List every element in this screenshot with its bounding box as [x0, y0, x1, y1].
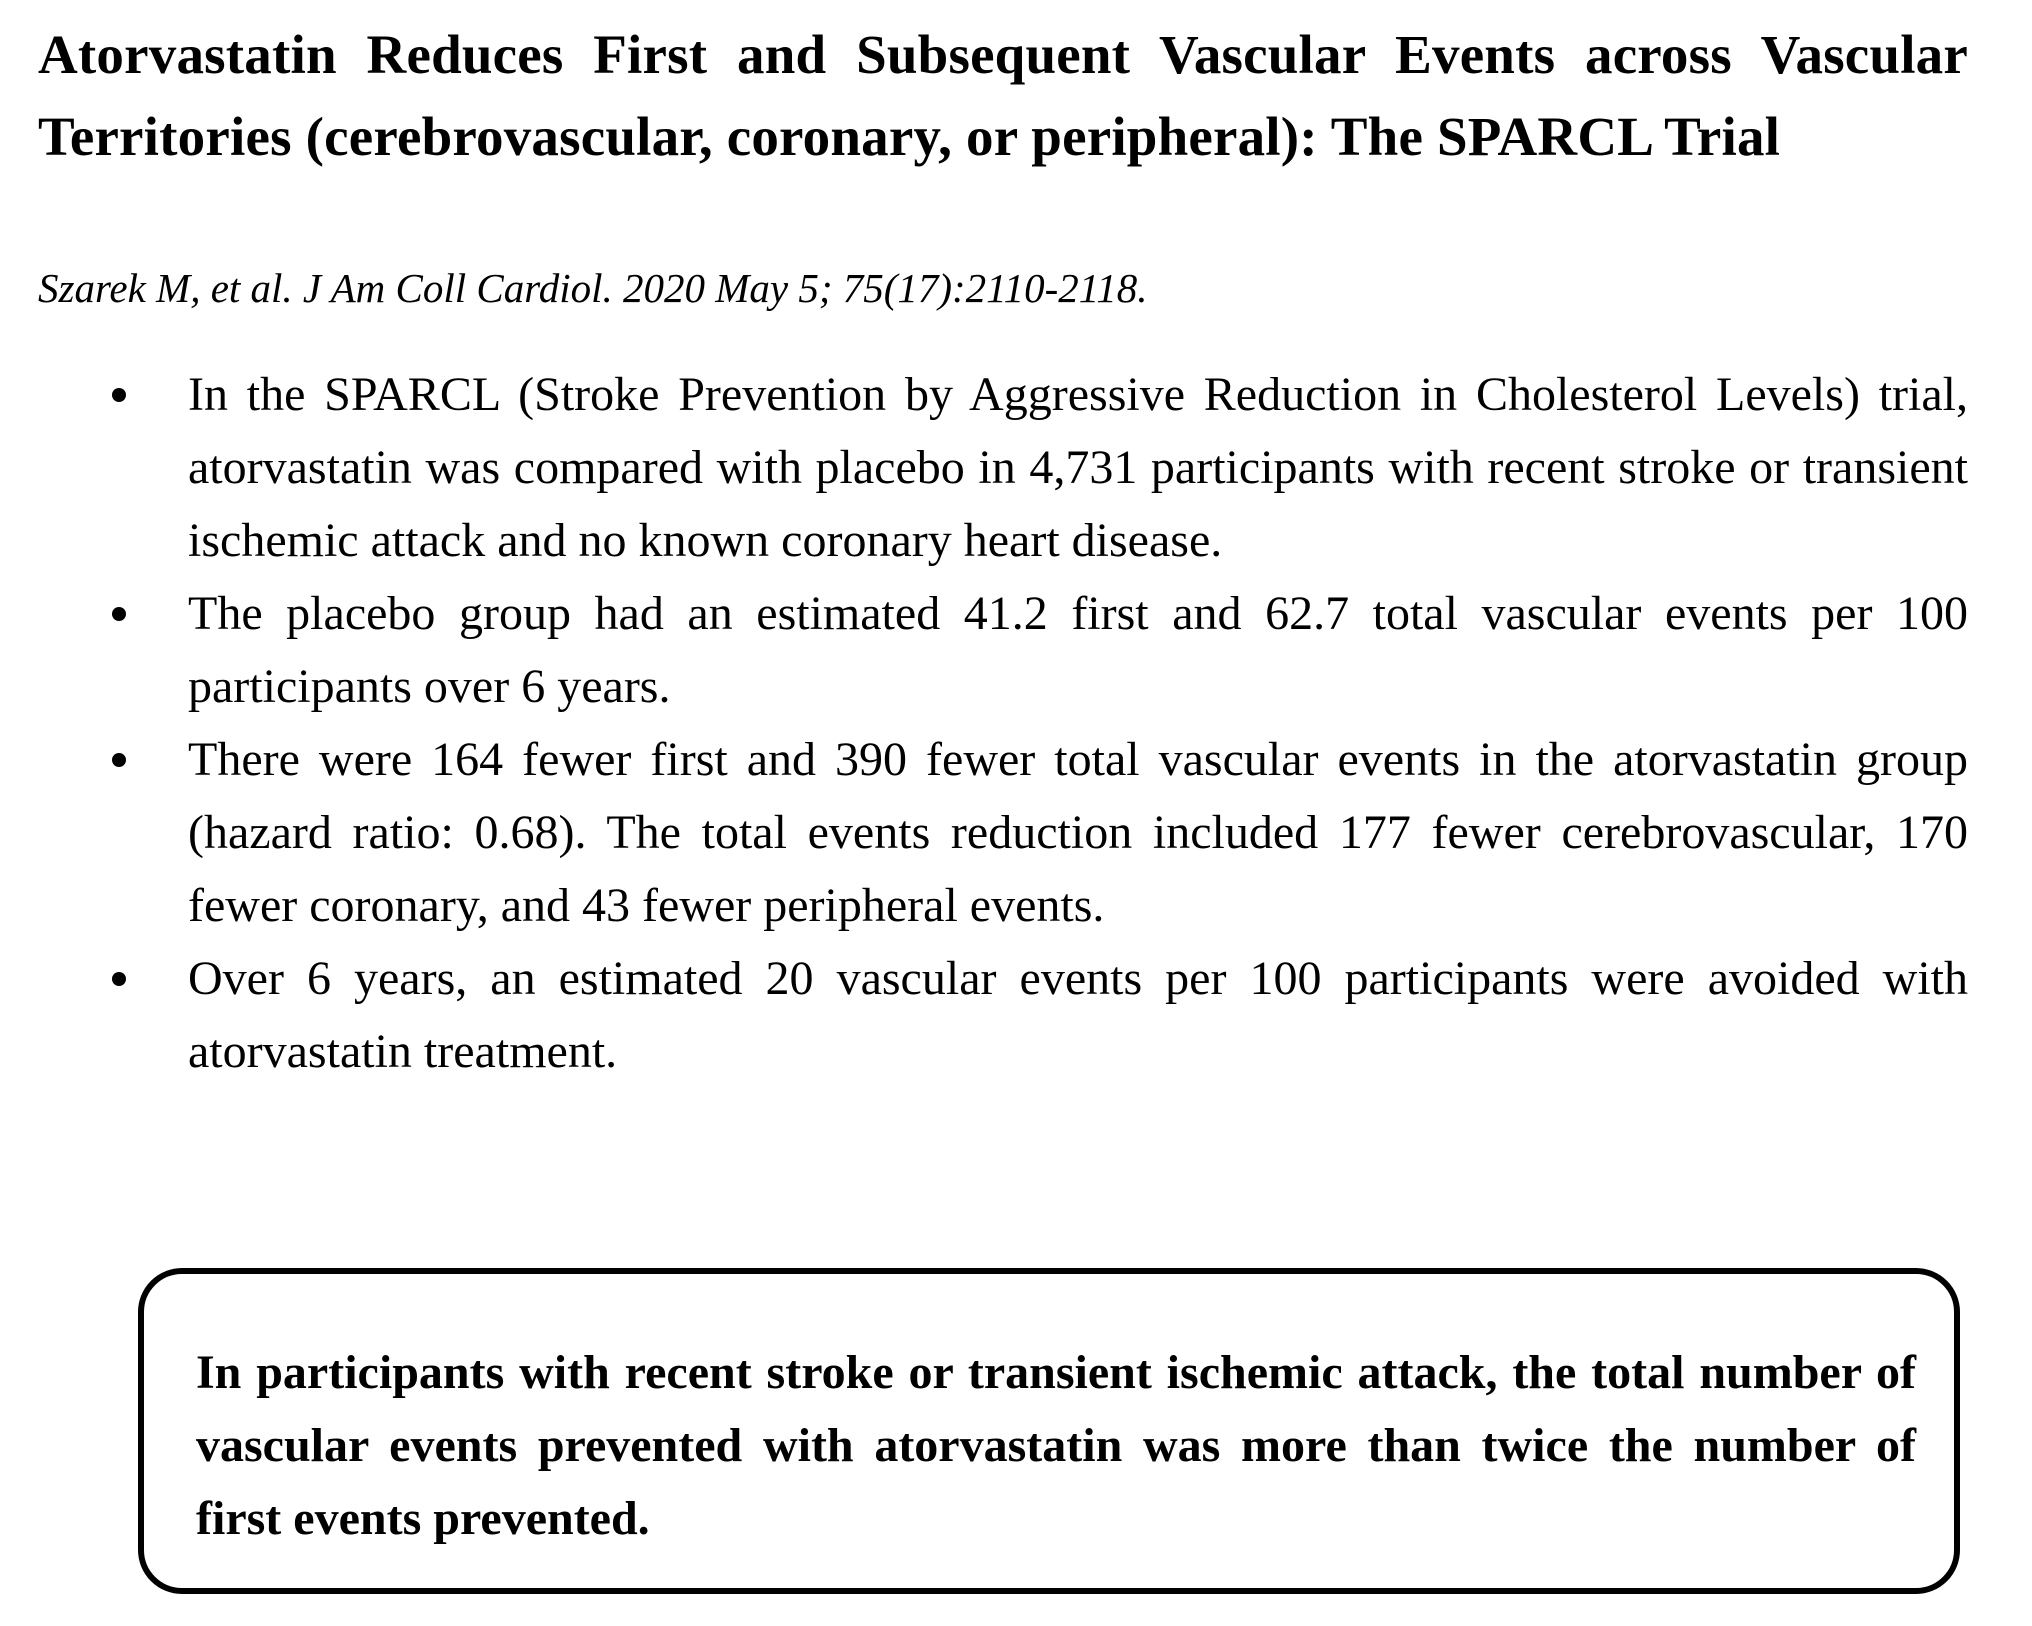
bullet-item	[100, 358, 1968, 577]
bullet-item	[100, 942, 1968, 1088]
citation: Szarek M, et al. J Am Coll Cardiol. 2020 May 5; 75(17):2110-2118.	[38, 265, 1148, 311]
page-title: Atorvastatin Reduces First and Subsequent Vascular Events across Vascular Territories (cerebrovascular, coronary, or peripheral): The SPARCL Trial	[38, 24, 1968, 167]
bullet-icon	[112, 972, 126, 986]
bullet-icon	[112, 753, 126, 767]
bullet-text: Over 6 years, an estimated 20 vascular events per 100 participants were avoided with atorvastatin treatment.	[188, 952, 1968, 1078]
conclusion-box	[138, 1268, 1960, 1594]
conclusion-text: In participants with recent stroke or transient ischemic attack, the total number of vascular events prevented with atorvastatin was more than twice the number of first events prevented.	[196, 1346, 1916, 1545]
bullet-text: The placebo group had an estimated 41.2 first and 62.7 total vascular events per 100 participants over 6 years.	[188, 587, 1968, 713]
bullet-icon	[112, 607, 126, 621]
bullet-item	[100, 723, 1968, 942]
bullet-text: There were 164 fewer first and 390 fewer total vascular events in the atorvastatin group (hazard ratio: 0.68). The total events reduction included 177 fewer cerebrovascular, 170 fewer coronary, and 43 fewer peripheral events.	[188, 733, 1968, 932]
bullet-icon	[112, 388, 126, 402]
bullet-item	[100, 577, 1968, 723]
bullet-text: In the SPARCL (Stroke Prevention by Aggressive Reduction in Cholesterol Levels) trial, atorvastatin was compared with placebo in 4,731 participants with recent stroke or transient ischemic attack and no known coronary heart disease.	[188, 368, 1968, 567]
bullet-list	[100, 358, 1968, 1088]
